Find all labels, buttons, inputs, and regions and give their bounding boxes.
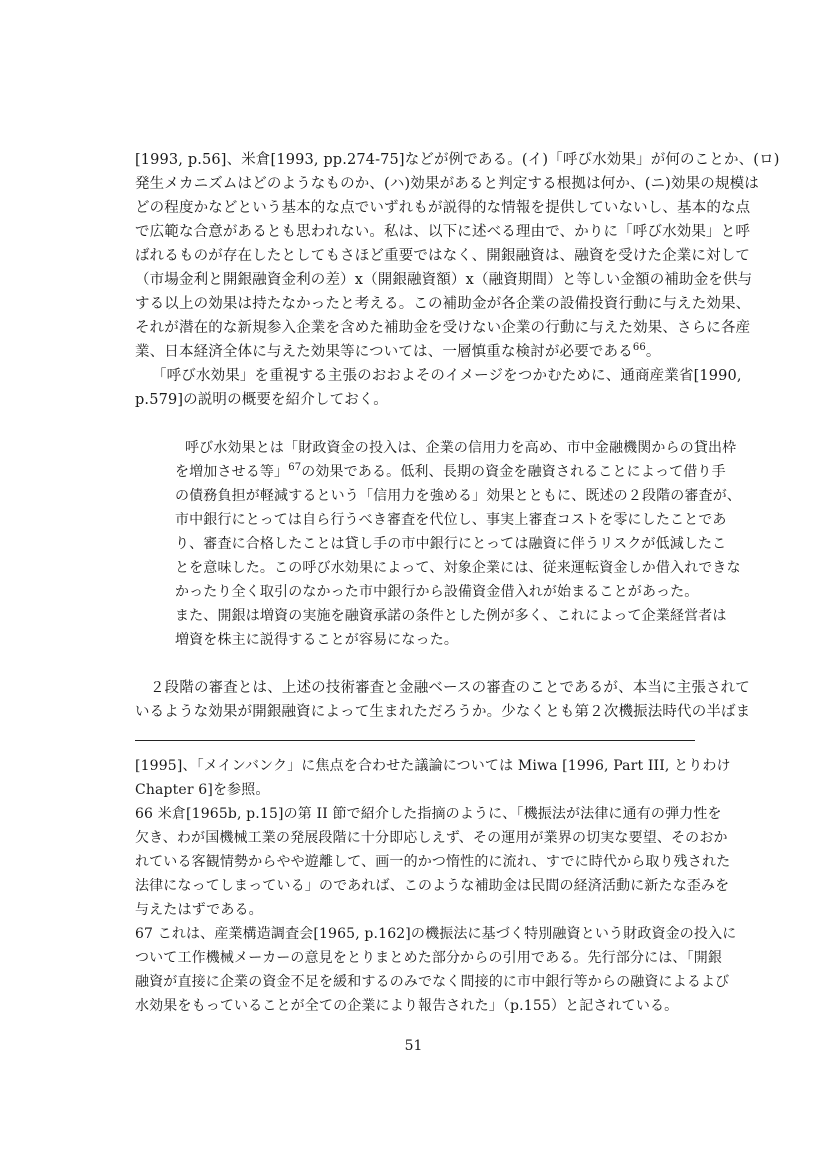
- quote-line: とを意味した。この呼び水効果によって、対象企業には、従来運転資金しか借入れできな: [175, 560, 741, 576]
- quote-text: を増加させる等」: [175, 464, 289, 480]
- body-line: する以上の効果は持たなかったと考える。この補助金が各企業の設備投資行動に与えた効果、: [135, 296, 751, 312]
- footnote-text: 米倉[1965b, p.15]の第 II 節で紹介した指摘のように、「機振法が法律に通有の弾力性を: [157, 806, 722, 822]
- footnote-line: Chapter 6]を参照。: [135, 782, 270, 798]
- footnote-66-line: れている客観情勢からやや遊離して、画一的かつ惰性的に流れ、すでに時代から取り残された: [135, 854, 731, 870]
- footnote-66-line: 欠き、わが国機械工業の発展段階に十分即応しえず、その運用が業界の切実な要望、そのおか: [135, 830, 728, 846]
- footnote-67-line: 融資が直接に企業の資金不足を緩和するのみでなく間接的に市中銀行等からの融資によるよび: [135, 974, 730, 990]
- body-line: ２段階の審査とは、上述の技術審査と金融ベースの審査のことであるが、本当に主張されて: [150, 680, 750, 696]
- footnote-number: 66: [135, 806, 154, 822]
- body-line: それが潜在的な新規参入企業を含めた補助金を受けない企業の行動に与えた効果、さらに各産: [135, 320, 751, 336]
- body-line: 業、日本経済全体に与えた効果等については、一層慎重な検討が必要である$^{66}$。: [135, 342, 661, 360]
- page-number: 51: [404, 1038, 423, 1054]
- body-line: いるような効果が開銀融資によって生まれただろうか。少なくとも第２次機振法時代の半ばま: [135, 704, 751, 720]
- quote-line: また、開銀は増資の実施を融資承諾の条件とした例が多く、これによって企業経営者は: [175, 608, 727, 624]
- body-line: 「呼び水効果」を重視する主張のおおよそのイメージをつかむために、通商産業省[1990,: [152, 368, 742, 384]
- footnote-line: [1995]、「メインバンク」に焦点を合わせた議論については Miwa [1996, Part III, とりわけ: [135, 758, 731, 774]
- body-line: 発生メカニズムはどのようなものか、(ハ)効果があると判定する根拠は何か、(ニ)効果の規模は: [135, 176, 759, 192]
- body-line: で広範な合意があるとも思われない。私は、以下に述べる理由で、かりに「呼び水効果」と呼: [135, 224, 751, 240]
- footnote-67-line: 水効果をもっていることが全ての企業により報告された」（p.155）と記されている。: [135, 998, 679, 1014]
- body-line: [1993, p.56]、米倉[1993, pp.274-75]などが例である。(イ)「呼び水効果」が何のことか、(ロ): [135, 152, 780, 168]
- quote-line: り、審査に合格したことは貸し手の市中銀行にとっては融資に伴うリスクが低減したこ: [175, 536, 727, 552]
- footnote-67-line: [135, 924, 736, 944]
- footnote-66-line: 与えたはずである。: [135, 902, 263, 918]
- footnote-67-line: ついて工作機械メーカーの意見をとりまとめた部分からの引用である。先行部分には、「開銀: [135, 950, 723, 966]
- body-line: p.579]の説明の概要を紹介しておく。: [135, 392, 388, 408]
- quote-line: の債務負担が軽減するという「信用力を強める」効果とともに、既述の２段階の審査が、: [175, 488, 741, 504]
- footnote-text: これは、産業構造調査会[1965, p.162]の機振法に基づく特別融資という財政資金の投入に: [157, 926, 737, 942]
- quote-line: 呼び水効果とは「財政資金の投入は、企業の信用力を高め、市中金融機関からの貸出枠: [185, 440, 737, 456]
- quote-line: [175, 462, 726, 484]
- footnote-ref-67: 67: [288, 462, 302, 473]
- footnote-66-line: [135, 804, 722, 824]
- footnote-ref-66: 66: [632, 342, 646, 353]
- quote-line: 増資を株主に説得することが容易になった。: [175, 632, 458, 648]
- body-line: ばれるものが存在したとしてもさほど重要ではなく、開銀融資は、融資を受けた企業に対して: [135, 248, 751, 264]
- quote-line: かったり全く取引のなかった市中銀行から設備資金借入れが始まることがあった。: [175, 584, 699, 600]
- quote-line: 市中銀行にとっては自ら行うべき審査を代位し、事実上審査コストを零にしたことであ: [175, 512, 727, 528]
- body-text: 業、日本経済全体に与えた効果等については、一層慎重な検討が必要である: [135, 344, 633, 360]
- footnote-divider: [135, 740, 695, 741]
- body-line: どの程度かなどという基本的な点でいずれもが説得的な情報を提供していないし、基本的な点: [135, 200, 751, 216]
- quote-text: の効果である。低利、長期の資金を融資されることによって借り手: [301, 464, 726, 480]
- footnote-66-line: 法律になってしまっている」のであれば、このような補助金は民間の経済活動に新たな歪みを: [135, 878, 730, 894]
- body-line: （市場金利と開銀融資金利の差）x（開銀融資額）x（融資期間）と等しい金額の補助金を供与: [135, 272, 753, 288]
- footnote-number: 67: [135, 926, 154, 942]
